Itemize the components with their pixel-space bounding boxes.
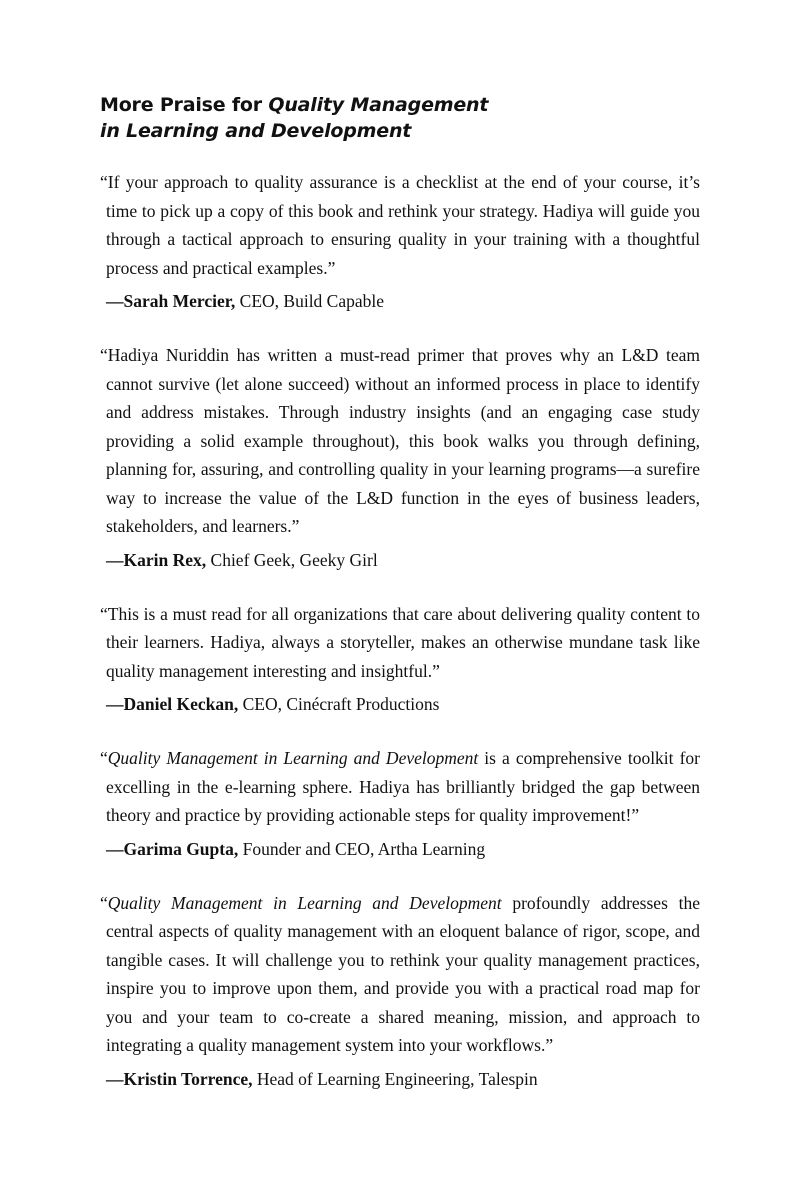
open-quote-mark: “: [100, 892, 108, 913]
quote-text: [100, 341, 700, 541]
quote-author-role: CEO, Cinécraft Productions: [238, 694, 440, 714]
quote-text: [100, 744, 700, 830]
quoted-book-title: Quality Management in Learning and Development: [107, 892, 502, 913]
book-title-line-1: Quality Management: [268, 94, 489, 116]
quoted-book-title: Quality Management in Learning and Development: [107, 748, 479, 768]
quote-body: “If your approach to quality assurance is a checklist at the end of your course, it’s time to pick up a copy of this book and rethink your strategy. Hadiya will guide you through a tactical approach to ensuring quality in your training with a thoughtful process and practical examples.”: [100, 172, 700, 278]
quote-author: —Daniel Keckan,: [106, 694, 239, 714]
praise-quote-2: [100, 341, 700, 573]
praise-quote-4: [100, 744, 700, 862]
quote-body: profoundly addresses the central aspects of quality management with an eloquent balance of rigor, scope, and tangible cases. It will challenge you to rethink your quality management practices, inspire you to improve upon them, and provide you with a practical road map for you and your team to co-create a shared meaning, mission, and approach to integrating a quality management system into your workflows.”: [106, 892, 700, 1055]
quote-body: “Hadiya Nuriddin has written a must-read primer that proves why an L&D team cannot survive (let alone succeed) without an informed process in place to identify and address mistakes. Through industry insights (and an engaging case study providing a solid example throughout), this book walks you through defining, planning for, assuring, and controlling quality in your learning programs—a surefire way to increase the value of the L&D function in the eyes of business leaders, stakeholders, and learners.”: [100, 345, 700, 536]
heading-prefix: More Praise for: [100, 94, 269, 116]
quote-text: [100, 889, 700, 1060]
open-quote-mark: “: [100, 748, 108, 768]
quote-attribution: [106, 288, 700, 314]
quote-author-role: Founder and CEO, Artha Learning: [238, 838, 486, 859]
quote-author: —Garima Gupta,: [106, 838, 239, 859]
praise-quote-1: [100, 168, 700, 314]
quote-body: is a comprehensive toolkit for excelling in the e-learning sphere. Hadiya has brilliantly bridged the gap between theory and practice by providing actionable steps for quality improvement!”: [106, 748, 700, 825]
quote-attribution: [106, 691, 700, 717]
quote-author: —Kristin Torrence,: [106, 1068, 253, 1089]
quote-attribution: [106, 836, 700, 862]
quote-text: [100, 600, 700, 686]
praise-quote-3: [100, 600, 700, 718]
book-title-line-2: in Learning and Development: [100, 120, 412, 142]
quote-author: —Sarah Mercier,: [106, 291, 236, 311]
praise-quote-5: [100, 889, 700, 1092]
quote-author-role: Chief Geek, Geeky Girl: [206, 549, 378, 570]
quote-author-role: Head of Learning Engineering, Talespin: [252, 1068, 538, 1089]
praise-page: [100, 92, 700, 1119]
quote-author-role: CEO, Build Capable: [235, 291, 385, 311]
heading-line-2: [100, 118, 700, 144]
quote-attribution: [106, 547, 700, 573]
quote-author: —Karin Rex,: [106, 549, 207, 570]
heading-line-1: [100, 92, 700, 118]
quote-attribution: [106, 1066, 700, 1092]
quote-body: “This is a must read for all organizations that care about delivering quality content to their learners. Hadiya, always a storyteller, makes an otherwise mundane task like quality management interesting and insightful.”: [100, 603, 700, 681]
quote-text: [100, 168, 700, 282]
page-heading: [100, 92, 700, 144]
